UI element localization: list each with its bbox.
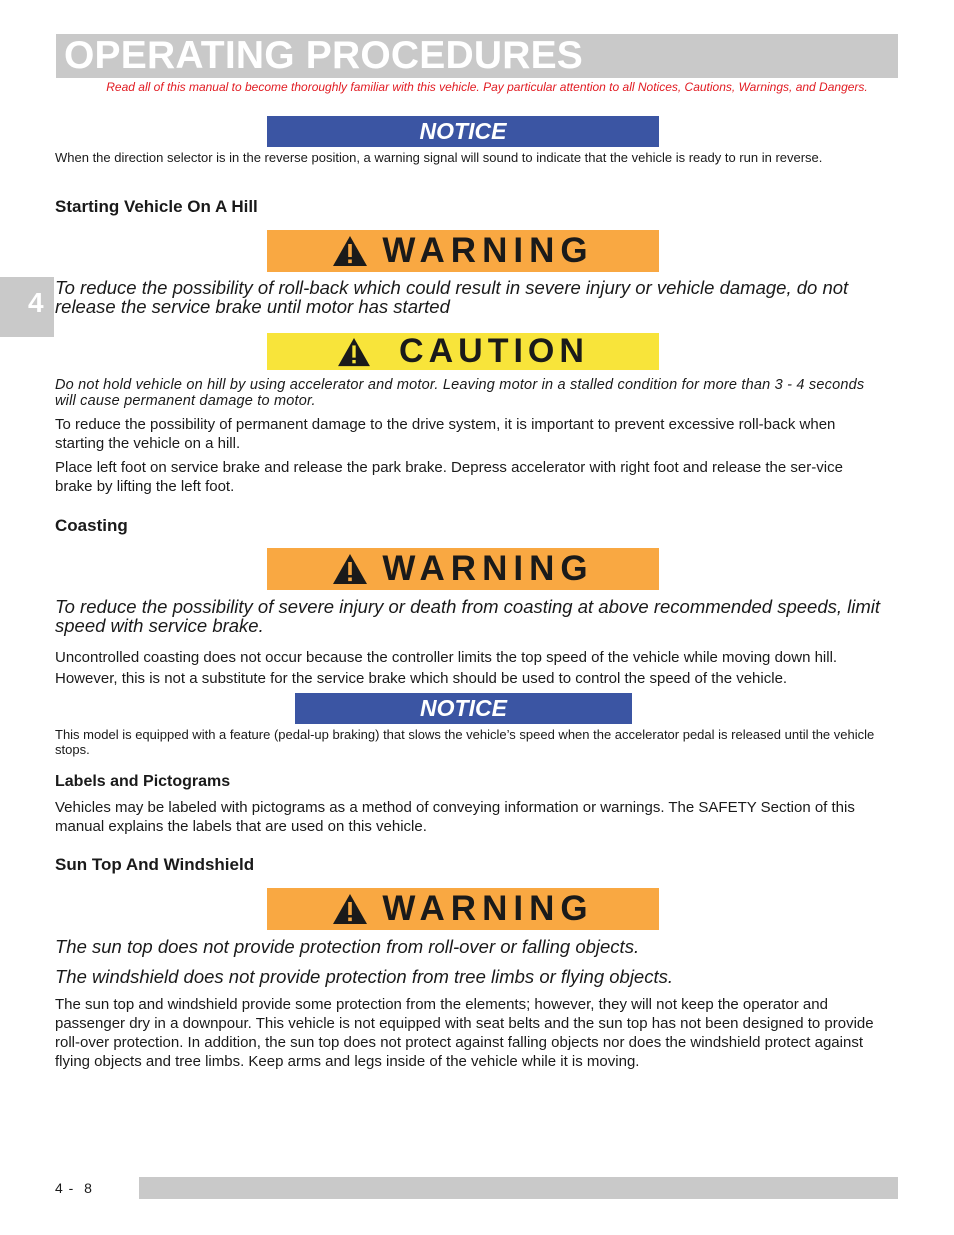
warning-label: WARNING bbox=[382, 889, 594, 928]
page-number: 4 - 8 bbox=[55, 1180, 93, 1196]
section-heading-suntop: Sun Top And Windshield bbox=[55, 855, 255, 874]
suntop-paragraph: The sun top and windshield provide some protection from the elements; however, they will not keep the operator and passenger dry in a downpour. This vehicle is not equipped with seat belts and the sun top has not been designed to provide roll-over protection. In addition, the sun top does not protect against falling objects nor does the windshield protect against flying objects and tree limbs. Keep arms and legs inside of the vehicle while it is moving. bbox=[55, 996, 874, 1070]
warning-banner bbox=[267, 888, 659, 930]
warning-triangle-icon bbox=[332, 893, 368, 925]
warning-banner bbox=[267, 548, 659, 590]
caution-banner bbox=[267, 333, 659, 370]
caution-label: CAUTION bbox=[399, 332, 589, 370]
chapter-tab bbox=[0, 277, 54, 337]
coasting-paragraph-1: Uncontrolled coasting does not occur because the controller limits the top speed of the vehicle while moving down hill. bbox=[55, 649, 838, 666]
notice-label: NOTICE bbox=[420, 695, 507, 721]
notice-text: When the direction selector is in the reverse position, a warning signal will sound to indicate that the vehicle is ready to run in reverse. bbox=[55, 150, 823, 165]
warning-label: WARNING bbox=[382, 231, 594, 270]
page-title: OPERATING PROCEDURES bbox=[64, 34, 583, 77]
labels-paragraph: Vehicles may be labeled with pictograms as a method of conveying information or warnings. The SAFETY Section of this manual explains the labels that are used on this vehicle. bbox=[55, 799, 855, 835]
hill-paragraph-1: To reduce the possibility of permanent damage to the drive system, it is important to prevent excessive roll-back when starting the vehicle on a hill. bbox=[55, 416, 836, 452]
caution-text: Do not hold vehicle on hill by using accelerator and motor. Leaving motor in a stalled condition for more than 3 - 4 seconds will cause permanent damage to motor. bbox=[55, 377, 865, 409]
warning-banner bbox=[267, 230, 659, 272]
warning-text-suntop-2: The windshield does not provide protection from tree limbs or flying objects. bbox=[55, 966, 673, 987]
warning-text-coasting: To reduce the possibility of severe injury or death from coasting at above recommended speeds, limit speed with service brake. bbox=[55, 596, 881, 636]
notice-text-coasting: This model is equipped with a feature (pedal-up braking) that slows the vehicle’s speed when the accelerator pedal is released until the vehicle stops. bbox=[55, 727, 875, 757]
notice-banner bbox=[295, 693, 632, 724]
warning-triangle-icon bbox=[332, 553, 368, 585]
hill-paragraph-2: Place left foot on service brake and release the park brake. Depress accelerator with right foot and release the ser-vice brake by lifting the left foot. bbox=[55, 459, 843, 495]
warning-text-suntop-1: The sun top does not provide protection from roll-over or falling objects. bbox=[55, 936, 640, 957]
page-subtitle: Read all of this manual to become thoroughly familiar with this vehicle. Pay particular attention to all Notices, Cautions, Warnings, and Dangers. bbox=[106, 80, 868, 94]
section-heading-coasting: Coasting bbox=[55, 516, 128, 535]
notice-banner bbox=[267, 116, 659, 147]
notice-label: NOTICE bbox=[419, 118, 507, 144]
footer-bar bbox=[139, 1177, 898, 1199]
section-heading-labels: Labels and Pictograms bbox=[55, 773, 231, 790]
chapter-number: 4 bbox=[28, 287, 44, 318]
title-bar bbox=[56, 34, 898, 78]
warning-triangle-icon bbox=[337, 337, 371, 367]
section-heading-hill: Starting Vehicle On A Hill bbox=[55, 197, 258, 216]
coasting-paragraph-2: However, this is not a substitute for the service brake which should be used to control the speed of the vehicle. bbox=[55, 670, 788, 687]
warning-triangle-icon bbox=[332, 235, 368, 267]
warning-text-hill: To reduce the possibility of roll-back which could result in severe injury or vehicle damage, do not release the service brake until motor has started bbox=[55, 277, 849, 317]
warning-label: WARNING bbox=[382, 549, 594, 588]
